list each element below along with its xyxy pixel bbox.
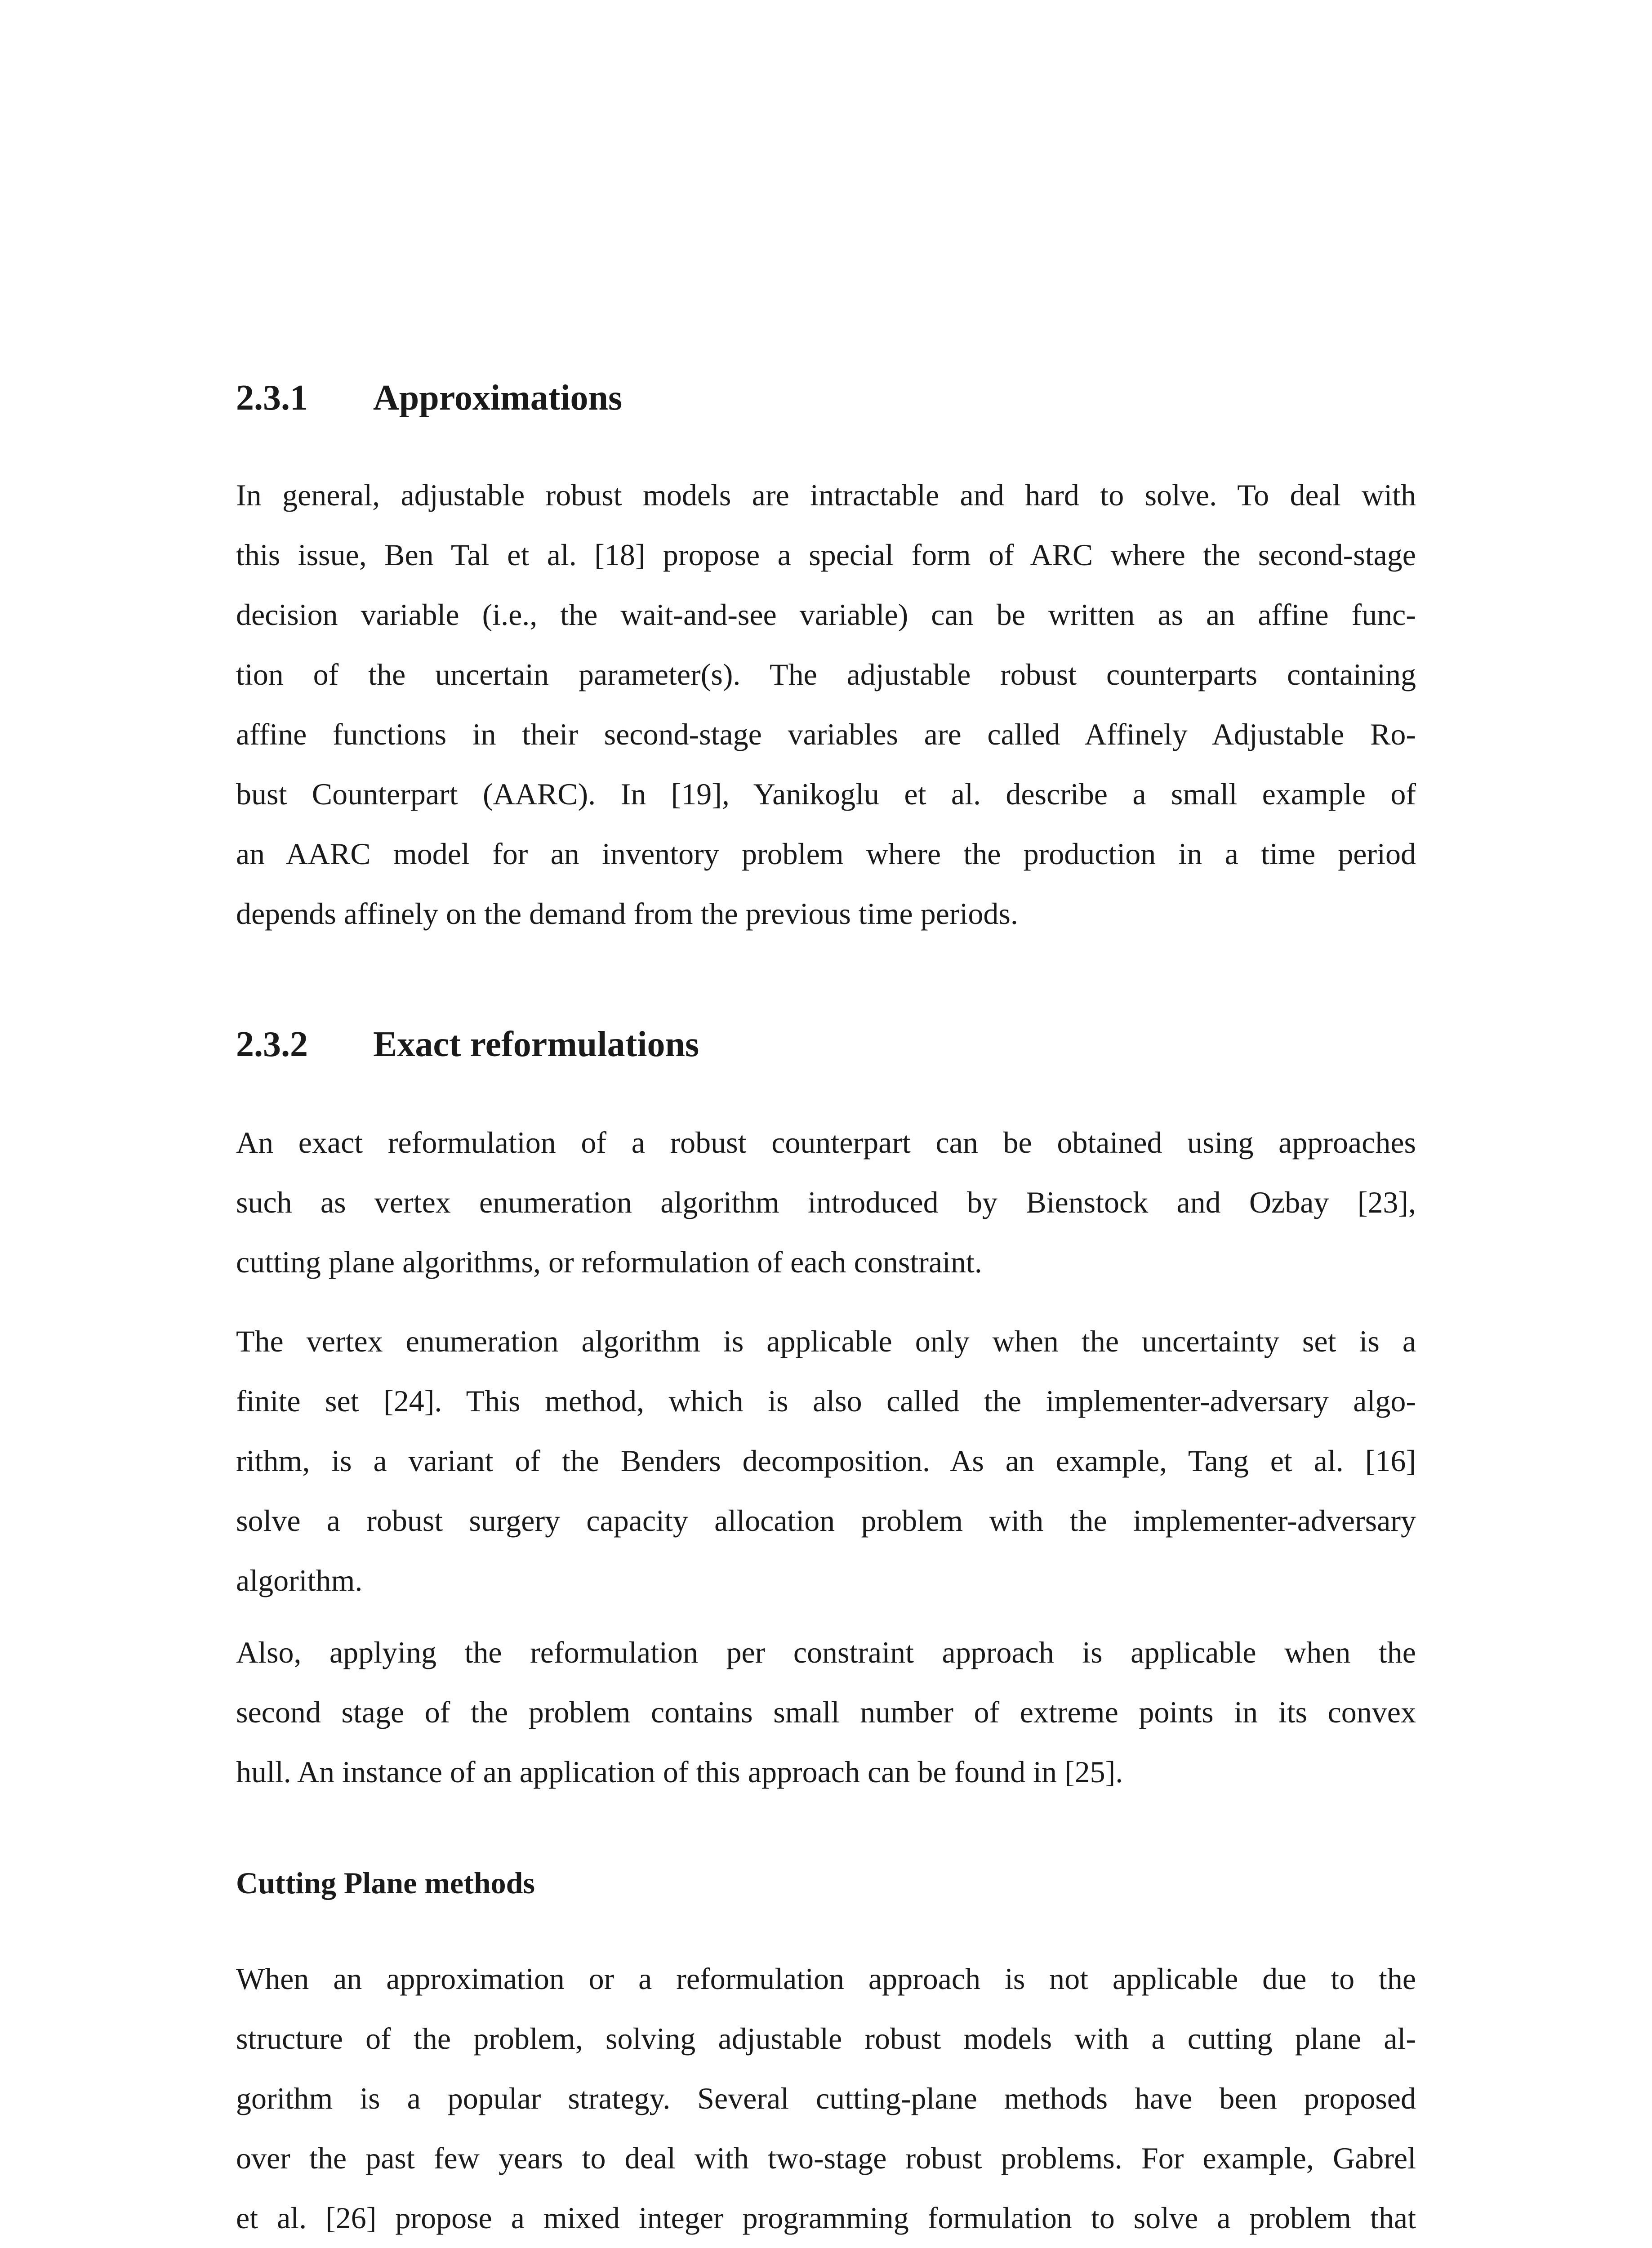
section-heading-exact-reformulations bbox=[236, 1022, 699, 1067]
paragraph-vertex-enumeration bbox=[236, 1311, 1416, 1610]
text-line: finite set [24]. This method, which is also called the implementer-adversary algo- bbox=[236, 1384, 1416, 1418]
text-line: decision variable (i.e., the wait-and-see variable) can be written as an affine func- bbox=[236, 598, 1416, 632]
text-line: In general, adjustable robust models are intractable and hard to solve. To deal with bbox=[236, 478, 1416, 512]
text-line: algorithm. bbox=[236, 1563, 363, 1597]
text-line: an AARC model for an inventory problem where the production in a time period bbox=[236, 837, 1416, 871]
text-line: such as vertex enumeration algorithm introduced by Bienstock and Ozbay [23], bbox=[236, 1185, 1416, 1219]
section-number: 2.3.1 bbox=[236, 378, 308, 418]
text-line: over the past few years to deal with two-stage robust problems. For example, Gabrel bbox=[236, 2141, 1416, 2175]
subheading-cutting-plane-methods: Cutting Plane methods bbox=[236, 1866, 535, 1900]
text-line: An exact reformulation of a robust counterpart can be obtained using approaches bbox=[236, 1125, 1416, 1160]
text-line: et al. [26] propose a mixed integer programming formulation to solve a problem that bbox=[236, 2201, 1416, 2235]
paragraph-approximations bbox=[236, 465, 1416, 944]
text-line: rithm, is a variant of the Benders decomposition. As an example, Tang et al. [16] bbox=[236, 1444, 1416, 1478]
text-line: second stage of the problem contains small number of extreme points in its convex bbox=[236, 1695, 1416, 1729]
section-heading-approximations bbox=[236, 375, 622, 420]
section-title: Exact reformulations bbox=[373, 1025, 699, 1064]
text-line: depends affinely on the demand from the previous time periods. bbox=[236, 897, 1018, 931]
text-line: bust Counterpart (AARC). In [19], Yanikoglu et al. describe a small example of bbox=[236, 777, 1416, 811]
text-line: structure of the problem, solving adjustable robust models with a cutting plane al- bbox=[236, 2021, 1416, 2056]
text-line: solve a robust surgery capacity allocation problem with the implementer-adversary bbox=[236, 1503, 1416, 1538]
text-line: When an approximation or a reformulation approach is not applicable due to the bbox=[236, 1962, 1416, 1996]
paragraph-exact-reformulation-intro bbox=[236, 1113, 1416, 1292]
text-line: The vertex enumeration algorithm is applicable only when the uncertainty set is a bbox=[236, 1324, 1416, 1358]
section-title: Approximations bbox=[373, 378, 623, 418]
paragraph-per-constraint bbox=[236, 1623, 1416, 1802]
text-line: hull. An instance of an application of this approach can be found in [25]. bbox=[236, 1755, 1123, 1789]
text-line: gorithm is a popular strategy. Several cutting-plane methods have been proposed bbox=[236, 2081, 1416, 2115]
section-number: 2.3.2 bbox=[236, 1025, 308, 1064]
text-line: this issue, Ben Tal et al. [18] propose a special form of ARC where the second-stage bbox=[236, 538, 1416, 572]
paragraph-cutting-plane bbox=[236, 1949, 1416, 2248]
text-line: Also, applying the reformulation per constraint approach is applicable when the bbox=[236, 1635, 1416, 1669]
text-line: tion of the uncertain parameter(s). The adjustable robust counterparts containing bbox=[236, 657, 1416, 691]
text-line: affine functions in their second-stage variables are called Affinely Adjustable Ro- bbox=[236, 717, 1416, 751]
text-line: cutting plane algorithms, or reformulation of each constraint. bbox=[236, 1245, 982, 1279]
